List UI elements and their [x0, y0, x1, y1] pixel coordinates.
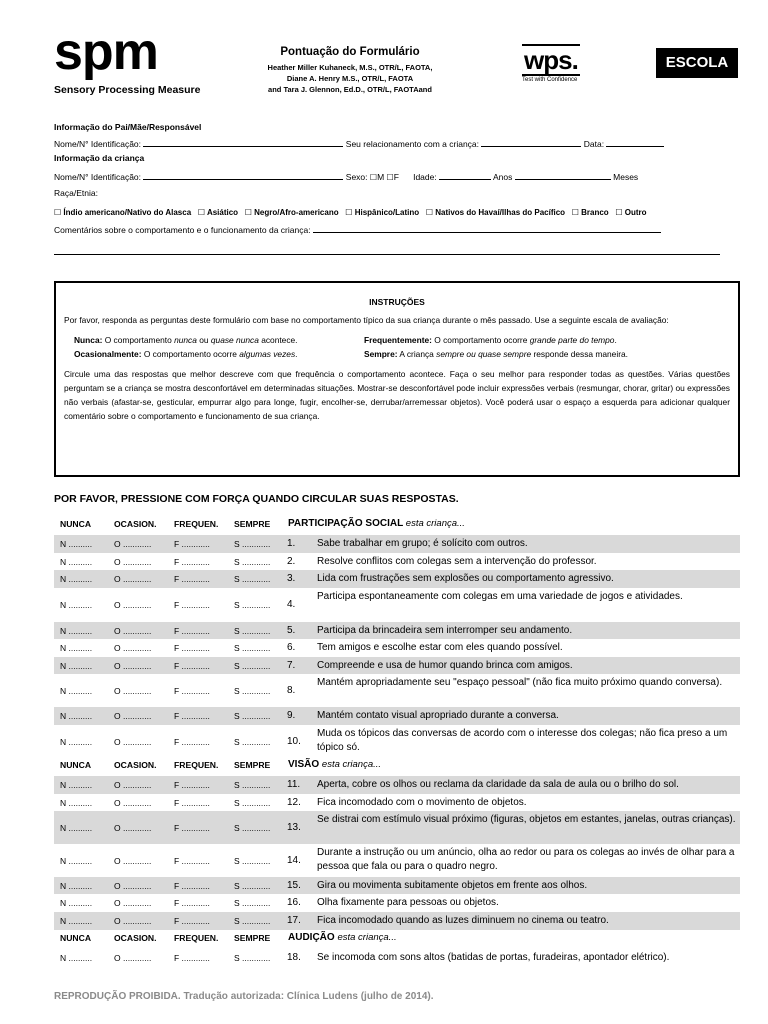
comments-field-line[interactable] — [54, 254, 720, 255]
instructions-title: INSTRUÇÕES — [369, 297, 425, 307]
scale-ocasionalmente: Ocasionalmente: O comportamento ocorre algumas vezes. — [74, 349, 298, 359]
rating-option-o[interactable]: O ............ — [114, 798, 152, 808]
spm-logo: spm — [54, 23, 158, 81]
item-row — [54, 553, 740, 570]
relationship-field[interactable] — [481, 138, 581, 147]
item-row — [54, 535, 740, 553]
relationship-label: Seu relacionamento com a criança: — [345, 139, 480, 149]
item-number: 13. — [287, 822, 301, 833]
rating-option-o[interactable]: O ............ — [114, 737, 152, 747]
rating-option-s[interactable]: S ............ — [234, 916, 271, 926]
item-text: Fica incomodado com o movimento de objetos. — [317, 797, 527, 808]
rating-option-f[interactable]: F ............ — [174, 798, 210, 808]
rating-option-s[interactable]: S ............ — [234, 643, 271, 653]
rating-option-s[interactable]: S ............ — [234, 557, 271, 567]
item-row — [54, 844, 740, 877]
rating-option-s[interactable]: S ............ — [234, 780, 271, 790]
name-id-label: Nome/N° Identificação: — [54, 172, 142, 182]
item-text: Aperta, cobre os olhos ou reclama da claridade da sala de aula ou o brilho do sol. — [317, 779, 679, 790]
race-option-label: Negro/Afro-americano — [254, 208, 339, 217]
rating-option-o[interactable]: O ............ — [114, 574, 152, 584]
race-label: Raça/Etnia: — [54, 188, 98, 198]
rating-option-n[interactable]: N .......... — [60, 780, 93, 790]
section-header — [54, 758, 740, 774]
rating-option-n[interactable]: N .......... — [60, 539, 93, 549]
instructions-box — [54, 281, 740, 477]
rating-option-f[interactable]: F ............ — [174, 626, 210, 636]
rating-option-f[interactable]: F ............ — [174, 686, 210, 696]
rating-option-o[interactable]: O ............ — [114, 780, 152, 790]
rating-option-n[interactable]: N .......... — [60, 881, 93, 891]
race-checkbox[interactable]: ☐ — [425, 208, 433, 217]
footer: REPRODUÇÃO PROIBIDA. Tradução autorizada: Clínica Ludens (julho de 2014). — [54, 991, 434, 1002]
item-text: Participa da brincadeira sem interromper seu andamento. — [317, 625, 573, 636]
rating-option-o[interactable]: O ............ — [114, 626, 152, 636]
age-months-field[interactable] — [515, 171, 611, 180]
item-number: 12. — [287, 797, 301, 808]
months-label: Meses — [613, 172, 639, 182]
section-header — [54, 931, 740, 947]
race-option-label: Índio americano/Nativo do Alasca — [63, 208, 192, 217]
item-row — [54, 707, 740, 725]
rating-option-f[interactable]: F ............ — [174, 643, 210, 653]
race-option-label: Outro — [624, 208, 647, 217]
instructions-body: Circule uma das respostas que melhor descreve com que frequência o comportamento acontece. Faça o seu melhor para responder todas as questões. Várias questões perguntam se a criança se mostra desconfortável em determinadas situações. Mostrar-se desconfortável pode incluir expressões verbais (resmungar, chorar, gritar) ou expressões não verbais (afastar-se, gesticular, empurrar algo para longe, fugir, encolher-se, derrubar/arremessar objetos). Você poderá usar o espaço a esquerda para adicionar qualquer comentário sobre o comportamento e funcionamento de sua criança. — [64, 369, 730, 421]
item-text: Resolve conflitos com colegas sem a intervenção do professor. — [317, 556, 597, 567]
date-field[interactable] — [606, 138, 664, 147]
authors — [240, 62, 460, 95]
school-badge: ESCOLA — [656, 48, 738, 78]
race-checkbox[interactable]: ☐ — [244, 208, 252, 217]
rating-option-f[interactable]: F ............ — [174, 557, 210, 567]
rating-option-n[interactable]: N .......... — [60, 798, 93, 808]
item-number: 15. — [287, 880, 301, 891]
rating-option-n[interactable]: N .......... — [60, 711, 93, 721]
rating-option-f[interactable]: F ............ — [174, 881, 210, 891]
rating-option-s[interactable]: S ............ — [234, 661, 271, 671]
item-text: Se incomoda com sons altos (batidas de portas, furadeiras, apontador elétrico). — [317, 952, 670, 963]
rating-option-s[interactable]: S ............ — [234, 600, 271, 610]
rating-option-o[interactable]: O ............ — [114, 916, 152, 926]
rating-option-f[interactable]: F ............ — [174, 953, 210, 963]
rating-option-o[interactable]: O ............ — [114, 600, 152, 610]
scale-nunca: Nunca: O comportamento nunca ou quase nunca acontece. — [74, 335, 298, 345]
rating-option-n[interactable]: N .......... — [60, 643, 93, 653]
item-row — [54, 794, 740, 811]
rating-option-n[interactable]: N .......... — [60, 574, 93, 584]
rating-option-f[interactable]: F ............ — [174, 737, 210, 747]
item-row — [54, 776, 740, 794]
column-header: FREQUEN. — [174, 933, 219, 943]
item-text: Participa espontaneamente com colegas em uma variedade de jogos e atividades. — [317, 591, 683, 602]
rating-option-n[interactable]: N .......... — [60, 661, 93, 671]
race-option-label: Asiático — [206, 208, 239, 217]
wps-logo — [522, 44, 594, 86]
logo-subtitle: Sensory Processing Measure — [54, 84, 201, 96]
sex-m-checkbox[interactable]: ☐ — [369, 173, 378, 182]
rating-option-n[interactable]: N .......... — [60, 626, 93, 636]
rating-option-n[interactable]: N .......... — [60, 916, 93, 926]
rating-option-s[interactable]: S ............ — [234, 823, 271, 833]
form-title: Pontuação do Formulário — [280, 46, 420, 58]
rating-option-s[interactable]: S ............ — [234, 711, 271, 721]
rating-option-s[interactable]: S ............ — [234, 953, 271, 963]
rating-option-s[interactable]: S ............ — [234, 539, 271, 549]
sex-m-label: M — [377, 172, 385, 182]
years-label: Anos — [493, 172, 513, 182]
column-header: SEMPRE — [234, 760, 271, 770]
item-row — [54, 674, 740, 707]
race-checkbox[interactable]: ☐ — [615, 208, 623, 217]
column-header: NUNCA — [60, 933, 92, 943]
age-label: Idade: — [413, 172, 437, 182]
parent-heading: Informação do Pai/Mãe/Responsável — [54, 122, 202, 132]
column-header: OCASION. — [114, 933, 157, 943]
item-number: 14. — [287, 855, 301, 866]
section-header: NUNCA OCASION. FREQUEN. SEMPRE PARTICIPAÇÃO SOCIAL esta criança... — [60, 518, 465, 529]
item-text: Lida com frustrações sem explosões ou comportamento agressivo. — [317, 573, 614, 584]
child-heading: Informação da criança — [54, 153, 145, 163]
rating-option-o[interactable]: O ............ — [114, 539, 152, 549]
rating-option-s[interactable]: S ............ — [234, 686, 271, 696]
comments-label: Comentários sobre o comportamento e o funcionamento da criança: — [54, 225, 311, 235]
rating-option-o[interactable]: O ............ — [114, 643, 152, 653]
rating-option-s[interactable]: S ............ — [234, 856, 271, 866]
item-number: 5. — [287, 625, 296, 636]
item-row — [54, 894, 740, 912]
child-name-field[interactable] — [143, 171, 343, 180]
race-checkbox[interactable]: ☐ — [345, 208, 353, 217]
item-row — [54, 639, 740, 657]
rating-option-f[interactable]: F ............ — [174, 916, 210, 926]
item-number: 4. — [287, 599, 296, 610]
rating-option-o[interactable]: O ............ — [114, 661, 152, 671]
item-row — [54, 570, 740, 588]
date-label: Data: — [583, 139, 605, 149]
item-row — [54, 912, 740, 930]
item-text: Gira ou movimenta subitamente objetos em frente aos olhos. — [317, 880, 588, 891]
item-text: Mantém contato visual apropriado durante a conversa. — [317, 710, 559, 721]
child-row — [54, 171, 638, 182]
rating-option-f[interactable]: F ............ — [174, 539, 210, 549]
item-number: 16. — [287, 897, 301, 908]
rating-option-s[interactable]: S ............ — [234, 737, 271, 747]
item-row — [54, 949, 740, 967]
rating-option-n[interactable]: N .......... — [60, 898, 93, 908]
item-number: 9. — [287, 710, 296, 721]
race-checkbox[interactable]: ☐ — [197, 208, 205, 217]
press-note: POR FAVOR, PRESSIONE COM FORÇA QUANDO CIRCULAR SUAS RESPOSTAS. — [54, 493, 459, 505]
rating-option-f[interactable]: F ............ — [174, 600, 210, 610]
item-text: Mantém apropriadamente seu "espaço pessoal" (não fica muito próximo quando conversa). — [317, 677, 723, 688]
rating-option-f[interactable]: F ............ — [174, 823, 210, 833]
wps-tagline: Test with Confidence — [522, 77, 578, 83]
sex-f-label: F — [393, 172, 399, 182]
comments-row — [54, 224, 661, 235]
sex-label: Sexo: — [345, 172, 368, 182]
item-number: 1. — [287, 538, 296, 549]
race-option-label: Nativos do Havaí/Ilhas do Pacífico — [435, 208, 566, 217]
item-text: Durante a instrução ou um anúncio, olha ao redor ou para os colegas ao invés de olhar para a pessoa que fala ou para o quadro negro. — [317, 847, 735, 872]
rating-option-n[interactable]: N .......... — [60, 686, 93, 696]
item-row — [54, 657, 740, 674]
column-header: OCASION. — [114, 760, 157, 770]
item-number: 2. — [287, 556, 296, 567]
rating-option-n[interactable]: N .......... — [60, 823, 93, 833]
rating-option-f[interactable]: F ............ — [174, 856, 210, 866]
rating-option-n[interactable]: N .......... — [60, 856, 93, 866]
item-number: 10. — [287, 736, 301, 747]
column-header: NUNCA — [60, 760, 92, 770]
rating-option-s[interactable]: S ............ — [234, 574, 271, 584]
race-options — [54, 208, 647, 217]
item-number: 7. — [287, 660, 296, 671]
section-title: VISÃO esta criança... — [288, 759, 382, 770]
item-number: 8. — [287, 685, 296, 696]
rating-option-s[interactable]: S ............ — [234, 898, 271, 908]
item-text: Se distrai com estímulo visual próximo (figuras, objetos em estantes, janelas, outras crianças). — [317, 814, 736, 825]
author-line: Diane A. Henry M.S., OTR/L, FAOTA — [286, 74, 414, 83]
column-header: FREQUEN. — [174, 760, 219, 770]
parent-row — [54, 138, 664, 149]
rating-option-s[interactable]: S ............ — [234, 626, 271, 636]
item-row — [54, 811, 740, 844]
rating-option-o[interactable]: O ............ — [114, 953, 152, 963]
item-number: 17. — [287, 915, 301, 926]
item-number: 11. — [287, 779, 301, 790]
item-text: Fica incomodado quando as luzes diminuem no cinema ou teatro. — [317, 915, 609, 926]
item-row — [54, 622, 740, 639]
rating-option-f[interactable]: F ............ — [174, 574, 210, 584]
rating-option-f[interactable]: F ............ — [174, 661, 210, 671]
comments-field[interactable] — [313, 224, 661, 233]
item-text: Compreende e usa de humor quando brinca com amigos. — [317, 660, 573, 671]
author-line: and Tara J. Glennon, Ed.D., OTR/L, FAOTAand — [268, 85, 432, 94]
name-id-label: Nome/N° Identificação: — [54, 139, 142, 149]
rating-option-f[interactable]: F ............ — [174, 898, 210, 908]
rating-scale — [74, 333, 730, 361]
parent-name-field[interactable] — [143, 138, 343, 147]
rating-option-s[interactable]: S ............ — [234, 798, 271, 808]
sex-f-checkbox[interactable]: ☐ — [386, 173, 394, 182]
rating-option-n[interactable]: N .......... — [60, 600, 93, 610]
rating-option-o[interactable]: O ............ — [114, 856, 152, 866]
item-text: Olha fixamente para pessoas ou objetos. — [317, 897, 499, 908]
author-line: Heather Miller Kuhaneck, M.S., OTR/L, FAOTA, — [267, 63, 433, 72]
item-number: 6. — [287, 642, 296, 653]
scale-sempre: Sempre: A criança sempre ou quase sempre responde dessa maneira. — [364, 349, 628, 359]
rating-option-n[interactable]: N .......... — [60, 557, 93, 567]
item-text: Sabe trabalhar em grupo; é solícito com outros. — [317, 538, 528, 549]
item-row — [54, 588, 740, 622]
item-text: Tem amigos e escolhe estar com eles quando possível. — [317, 642, 563, 653]
race-checkbox[interactable]: ☐ — [54, 208, 62, 217]
rating-option-f[interactable]: F ............ — [174, 780, 210, 790]
item-row — [54, 877, 740, 894]
section-title: AUDIÇÃO esta criança... — [288, 932, 397, 943]
rating-option-o[interactable]: O ............ — [114, 898, 152, 908]
race-option-label: Branco — [581, 208, 609, 217]
rating-option-s[interactable]: S ............ — [234, 881, 271, 891]
rating-option-o[interactable]: O ............ — [114, 557, 152, 567]
column-header: SEMPRE — [234, 933, 271, 943]
rating-option-o[interactable]: O ............ — [114, 881, 152, 891]
rating-option-o[interactable]: O ............ — [114, 711, 152, 721]
item-number: 3. — [287, 573, 296, 584]
rating-option-n[interactable]: N .......... — [60, 953, 93, 963]
wps-mark: wps. — [524, 45, 578, 75]
rating-option-o[interactable]: O ............ — [114, 686, 152, 696]
instructions-intro: Por favor, responda as perguntas deste formulário com base no comportamento típico da sua criança durante o mês passado. Use a seguinte escala de avaliação: — [64, 315, 669, 325]
rating-option-f[interactable]: F ............ — [174, 711, 210, 721]
race-checkbox[interactable]: ☐ — [571, 208, 579, 217]
rating-option-o[interactable]: O ............ — [114, 823, 152, 833]
item-text: Muda os tópicos das conversas de acordo com o interesse dos colegas; não fica preso a um tópico só. — [317, 728, 728, 753]
item-number: 18. — [287, 952, 301, 963]
scale-frequentemente: Frequentemente: O comportamento ocorre grande parte do tempo. — [364, 335, 617, 345]
age-years-field[interactable] — [439, 171, 491, 180]
item-row — [54, 725, 740, 758]
race-option-label: Hispânico/Latino — [354, 208, 420, 217]
rating-option-n[interactable]: N .......... — [60, 737, 93, 747]
